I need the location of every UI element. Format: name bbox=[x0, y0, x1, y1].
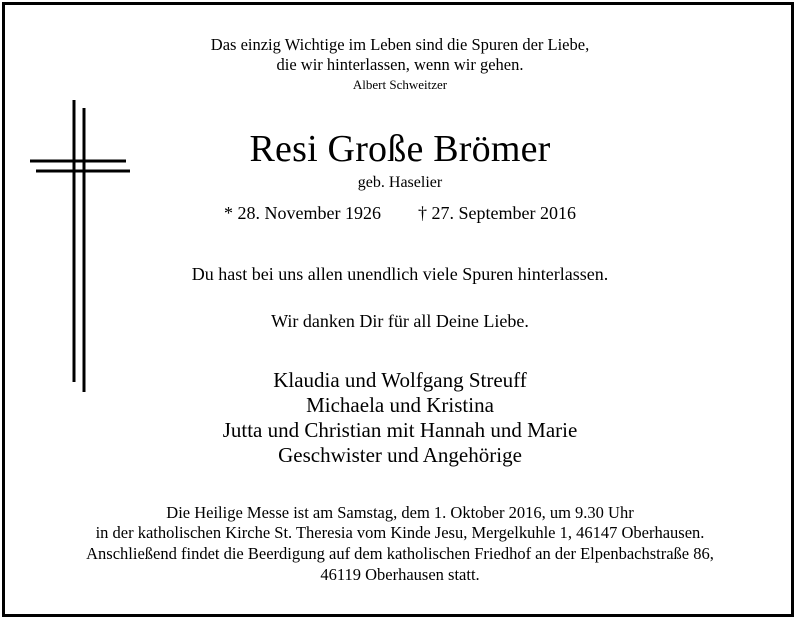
quote-author: Albert Schweitzer bbox=[352, 77, 448, 92]
quote-line-1: Das einzig Wichtige im Leben sind die Spuren der Liebe, bbox=[210, 35, 590, 54]
birth-name: geb. Haselier bbox=[357, 174, 443, 191]
mourner-1: Klaudia und Wolfgang Streuff bbox=[273, 368, 527, 392]
message-1: Du hast bei uns allen unendlich viele Spuren hinterlassen. bbox=[191, 264, 609, 284]
mourner-2: Michaela und Kristina bbox=[306, 393, 494, 417]
funeral-notice-line-2: in der katholischen Kirche St. Theresia vom Kinde Jesu, Mergelkuhle 1, 46147 Oberhausen. bbox=[95, 523, 705, 542]
funeral-notice-line-1: Die Heilige Messe ist am Samstag, dem 1. Oktober 2016, um 9.30 Uhr bbox=[166, 503, 634, 522]
deceased-name: Resi Große Brömer bbox=[249, 128, 551, 170]
birth-date: * 28. November 1926 bbox=[224, 203, 381, 223]
funeral-notice-line-3: Anschließend findet die Beerdigung auf dem katholischen Friedhof an der Elpenbachstraße 86, bbox=[86, 544, 714, 563]
life-dates bbox=[0, 203, 800, 224]
death-date: † 27. September 2016 bbox=[418, 203, 576, 223]
message-2: Wir danken Dir für all Deine Liebe. bbox=[271, 311, 529, 331]
quote-line-2: die wir hinterlassen, wenn wir gehen. bbox=[276, 55, 524, 74]
funeral-notice-line-4: 46119 Oberhausen statt. bbox=[320, 565, 480, 584]
mourner-4: Geschwister und Angehörige bbox=[278, 443, 522, 467]
mourner-3: Jutta und Christian mit Hannah und Marie bbox=[222, 418, 578, 442]
